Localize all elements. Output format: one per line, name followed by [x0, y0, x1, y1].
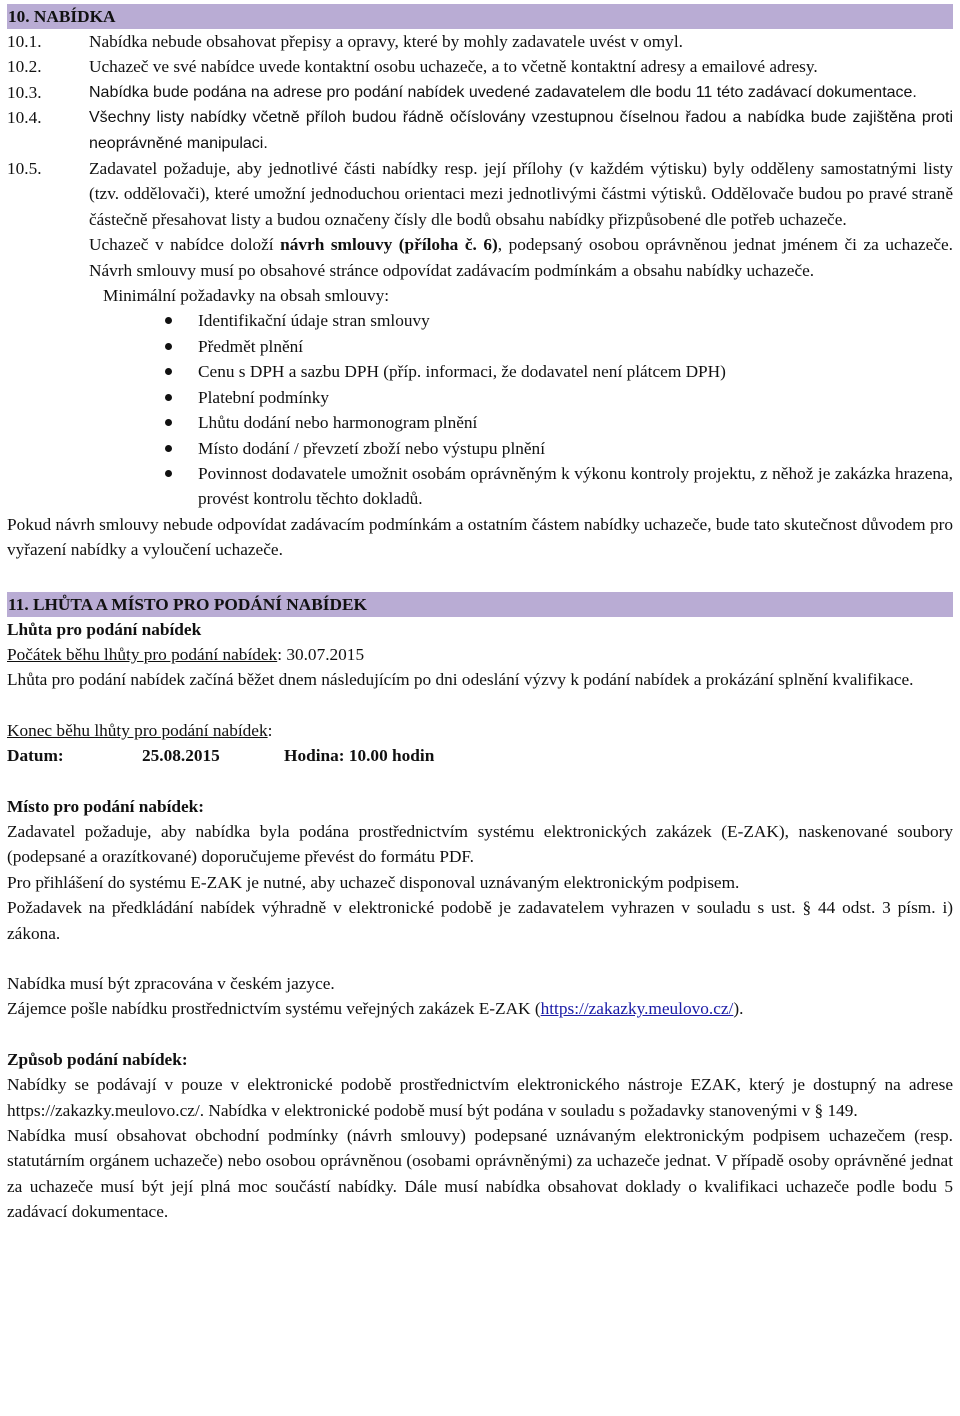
language-paragraph: Nabídka musí být zpracována v českém jazyce.	[7, 974, 335, 993]
method-paragraph-2: Nabídka musí obsahovat obchodní podmínky (návrh smlouvy) podepsané uznávaným elektronickým podpisem uchazečem (resp. statutárním orgánem uchazeče) nebo osobou oprávněnou (osobami oprávněnými) za uchazeče jednat. V případě osoby oprávněné jednat za uchazeče musí být její plná moc součástí nabídky. Dále musí nabídka obsahovat doklady o kvalifikaci uchazeče podle bodu 5 zadávací dokumentace.	[7, 1126, 953, 1222]
clause-text: Nabídka nebude obsahovat přepisy a opravy, které by mohly zadavatele uvést v omyl.	[89, 32, 683, 51]
section-10-heading: 10. NABÍDKA	[7, 4, 953, 29]
deadline-end	[7, 718, 953, 743]
place-paragraph-3: Požadavek na předkládání nabídek výhradně v elektronické podobě je zadavatelem vyhrazen v souladu s ust. § 44 odst. 3 písm. i) zákona.	[7, 898, 953, 943]
deadline-end-label: Konec běhu lhůty pro podání nabídek	[7, 720, 268, 740]
spacer	[7, 1022, 953, 1047]
deadline-start	[7, 642, 953, 667]
clause-text: Zadavatel požaduje, aby jednotlivé části nabídky resp. její přílohy (v každém výtisku) byly odděleny samostatnými listy (tzv. oddělovači), které umožní jednoduchou orientaci mezi jednotlivými částmi výtisků. Oddělovače budou po pravé straně částečně přesahovat listy a budou označeny čísly dle bodů obsahu nabídky přizpůsobené dle potřeb uchazeče.	[89, 159, 953, 229]
method-heading: Způsob podání nabídek:	[7, 1049, 188, 1069]
contract-text-post: , podepsaný osobou oprávněnou jednat jménem či za uchazeče. Návrh smlouvy musí po obsahové stránce odpovídat zadávacím podmínkám a obsahu nabídky uchazeče.	[89, 235, 953, 280]
clause-10-4	[7, 105, 953, 156]
closing-paragraph: Pokud návrh smlouvy nebude odpovídat zadávacím podmínkám a ostatním částem nabídky uchazeče, bude tato skutečnost důvodem pro vyřazení nabídky a vyloučení uchazeče.	[7, 514, 953, 560]
clause-text: Všechny listy nabídky včetně příloh budou řádně očíslovány vzestupnou číselnou řadou a nabídka bude zajištěna proti neoprávněné manipulaci.	[89, 109, 953, 152]
requirements-list	[7, 308, 953, 511]
min-requirements-label: Minimální požadavky na obsah smlouvy:	[103, 286, 390, 306]
list-item: Lhůtu dodání nebo harmonogram plnění	[198, 410, 953, 435]
bullet-icon	[165, 394, 172, 401]
clause-number: 10.2.	[7, 57, 42, 77]
clause-10-5	[7, 156, 953, 232]
bullet-icon	[165, 343, 172, 350]
clause-number: 10.4.	[7, 108, 42, 128]
list-item: Místo dodání / převzetí zboží nebo výstupu plnění	[198, 436, 953, 461]
clause-text: Nabídka bude podána na adrese pro podání nabídek uvedené zadavatelem dle bodu 11 této zadávací dokumentace.	[89, 83, 917, 101]
list-item: Platební podmínky	[198, 385, 953, 410]
ezak-link[interactable]: https://zakazky.meulovo.cz/	[540, 999, 734, 1019]
place-heading: Místo pro podání nabídek:	[7, 796, 205, 816]
clause-number: 10.5.	[7, 159, 42, 179]
contract-text-bold: návrh smlouvy (příloha č. 6)	[280, 235, 498, 255]
ezak-paragraph: Zájemce pošle nabídku prostřednictvím systému veřejných zakázek E-ZAK (https://zakazky.meulovo.cz/).	[7, 999, 744, 1019]
section-11-heading: 11. LHŮTA A MÍSTO PRO PODÁNÍ NABÍDEK	[7, 592, 953, 617]
place-paragraph-1: Zadavatel požaduje, aby nabídka byla podána prostřednictvím systému elektronických zakázek (E-ZAK), naskenované soubory (podepsané a orazítkované) doporučujeme převést do formátu PDF.	[7, 821, 953, 867]
date-value: 25.08.2015	[142, 746, 220, 766]
method-paragraph-1: Nabídky se podávají v pouze v elektronické podobě prostřednictvím elektronického nástroje EZAK, který je dostupný na adrese https://zakazky.meulovo.cz/. Nabídka v elektronické podobě musí být podána v souladu s požadavky stanovenými v § 149.	[7, 1075, 953, 1120]
contract-paragraph	[7, 232, 953, 283]
spacer	[7, 946, 953, 971]
clause-10-3	[7, 80, 953, 105]
clause-10-1	[7, 29, 953, 54]
list-item: Cenu s DPH a sazbu DPH (příp. informaci, že dodavatel není plátcem DPH)	[198, 359, 953, 384]
deadline-heading: Lhůta pro podání nabídek	[7, 619, 202, 639]
bullet-icon	[165, 419, 172, 426]
spacer	[7, 769, 953, 794]
bullet-icon	[165, 445, 172, 452]
clause-text: Uchazeč ve své nabídce uvede kontaktní osobu uchazeče, a to včetně kontaktní adresy a emailové adresy.	[89, 57, 818, 77]
deadline-start-label: Počátek běhu lhůty pro podání nabídek	[7, 644, 278, 664]
deadline-start-value: : 30.07.2015	[277, 644, 365, 664]
time-value: Hodina: 10.00 hodin	[284, 746, 435, 766]
document-page	[7, 4, 953, 1225]
place-paragraph-2: Pro přihlášení do systému E-ZAK je nutné, aby uchazeč disponoval uznávaným elektronickým podpisem.	[7, 872, 740, 892]
clause-number: 10.1.	[7, 32, 42, 51]
clause-number: 10.3.	[7, 82, 42, 102]
bullet-icon	[165, 470, 172, 477]
deadline-end-colon: :	[267, 720, 273, 740]
spacer	[7, 693, 953, 718]
list-item: Předmět plnění	[198, 334, 953, 359]
deadline-start-text: Lhůta pro podání nabídek začíná běžet dnem následujícím po dni odeslání výzvy k podání nabídek a prokázání splnění kvalifikace.	[7, 670, 914, 690]
list-item: Identifikační údaje stran smlouvy	[198, 308, 953, 333]
contract-text-pre: Uchazeč v nabídce doloží	[89, 235, 281, 255]
date-label: Datum:	[7, 746, 64, 766]
deadline-datetime	[7, 743, 953, 768]
list-item: Povinnost dodavatele umožnit osobám oprávněným k výkonu kontroly projektu, z něhož je zakázka hrazena, provést kontrolu těchto dokladů.	[198, 461, 953, 512]
bullet-icon	[165, 368, 172, 375]
bullet-icon	[165, 317, 172, 324]
clause-10-2	[7, 54, 953, 79]
